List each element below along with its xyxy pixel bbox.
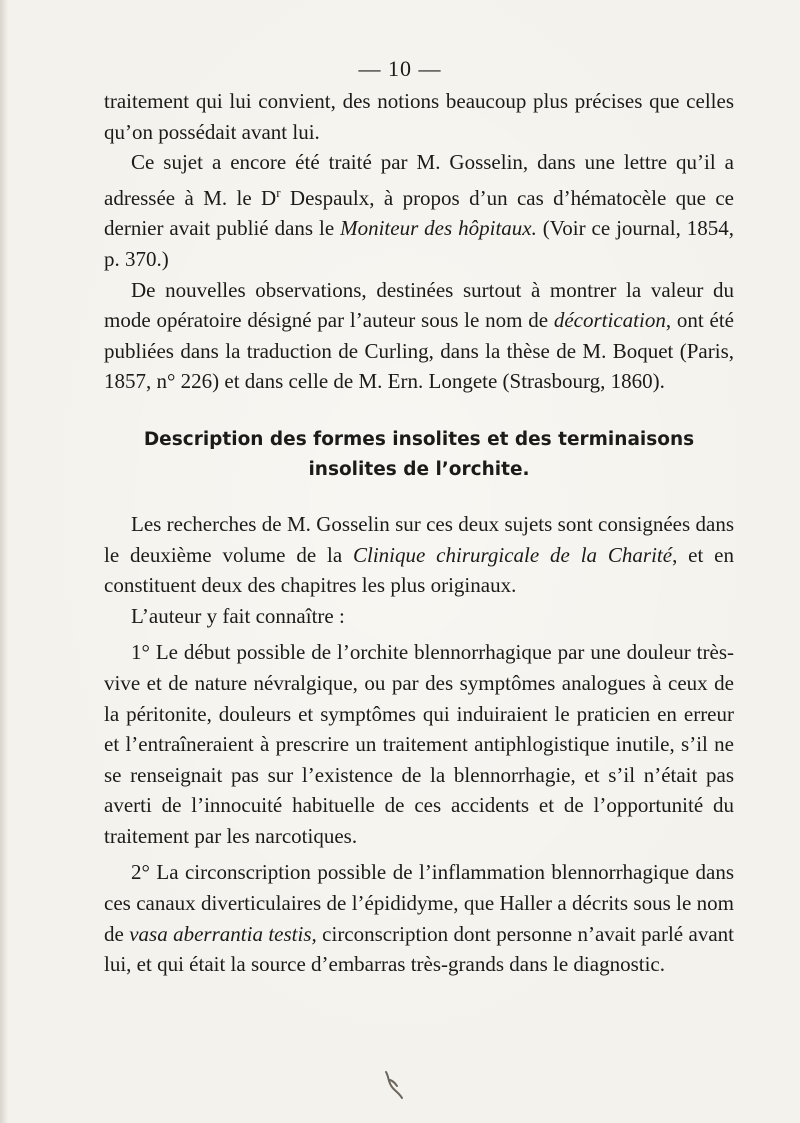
clinique-title: Clinique chirurgicale de la Charité (353, 542, 673, 567)
paragraph-4-part-b: , et en constituent deux des chapitres les plus originaux. (104, 542, 734, 598)
vasa-aberrantia-term: vasa aberrantia testis, (129, 921, 317, 946)
paragraph-3-part-a: De nouvelles observations, destinées surtout à montrer la valeur du mode opératoire désigné par l’auteur sous le nom de (104, 277, 734, 333)
paragraph-3-part-b: , ont été publiées dans la traduction de Curling, dans la thèse de M. Boquet (Paris, 1857, n° 226) et dans celle de M. Ern. Longete (Strasbourg, 1860). (104, 308, 734, 394)
paragraph-3 (104, 275, 734, 397)
doctor-superscript: r (276, 184, 281, 200)
paragraph-4-part-a: Les recherches de M. Gosselin sur ces deux sujets sont consignées dans le deuxième volume de la (104, 511, 734, 567)
page-edge-shadow (0, 0, 8, 1123)
paragraph-2-part-b: Despaulx, à propos d’un cas d’hématocèle que ce dernier avait publié dans le (104, 185, 734, 241)
paragraph-2-part-c: (Voir ce journal, 1854, p. 370.) (104, 216, 735, 271)
page-number: — 10 — (358, 56, 442, 81)
paragraph-5: L’auteur y fait connaître : (131, 603, 345, 628)
journal-title: Moniteur des hôpitaux. (340, 216, 537, 241)
decortication-term: décortication (553, 308, 666, 333)
section-heading: Description des formes insolites et des terminaisons insolites de l’orchite. (143, 428, 695, 480)
paragraph-4 (104, 509, 734, 601)
paragraph-1: traitement qui lui convient, des notions beaucoup plus précises que celles qu’on possédait avant lui. (104, 89, 734, 144)
paragraph-2-part-a: Ce sujet a encore été traité par M. Gosselin, dans une lettre qu’il a adressée à M. le D (104, 150, 734, 210)
ink-smudge-mark (380, 1068, 410, 1102)
paragraph-7-part-b: circonscription dont personne n’avait parlé avant lui, et qui était la source d’embarras très-grands dans le diagnostic. (104, 921, 734, 977)
paragraph-6: 1° Le début possible de l’orchite blennorrhagique par une douleur très-vive et de nature névralgique, ou par des symptômes analogues à ceux de la péritonite, douleurs et symptômes qui induiraient le praticien en erreur et l’entraîneraient à prescrire un traitement antiphlogistique inutile, s’il ne se renseignait pas sur l’existence de la blennorrhagie, et s’il n’était pas averti de l’innocuité habituelle de ces accidents et de l’opportunité du traitement par les narcotiques. (104, 640, 734, 848)
paragraph-7-part-a: 2° La circonscription possible de l’inflammation blennorrhagique dans ces canaux diverticulaires de l’épididyme, que Haller a décrits sous le nom de (104, 860, 734, 946)
body-text (104, 86, 734, 980)
paragraph-7 (104, 857, 734, 979)
paragraph-2 (104, 147, 734, 274)
